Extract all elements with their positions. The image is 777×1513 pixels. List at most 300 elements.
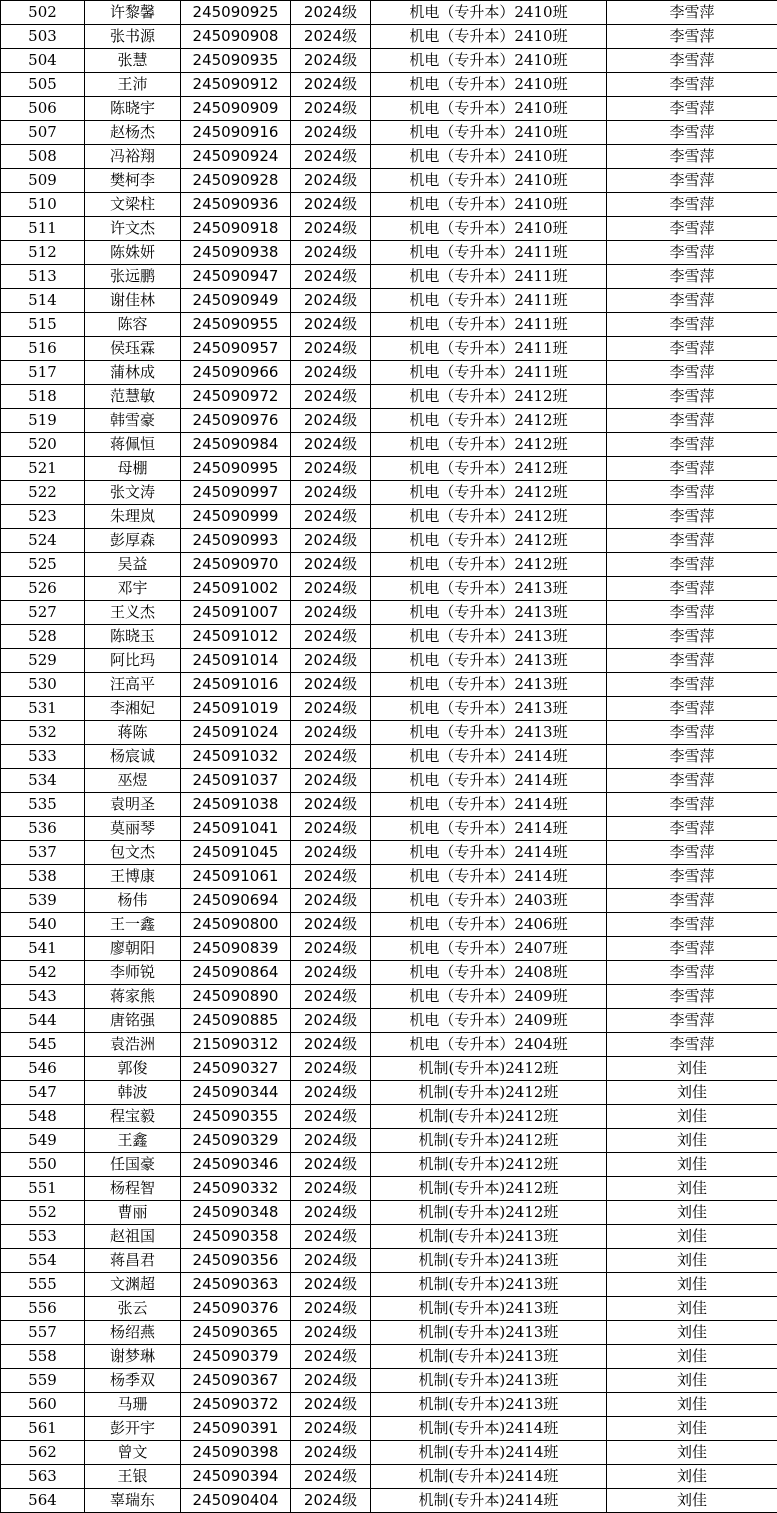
student-name-cell: 彭开宇 — [85, 1417, 181, 1441]
instructor-cell: 李雪萍 — [607, 649, 777, 673]
grade-cell: 2024级 — [291, 1489, 371, 1513]
row-number-cell: 546 — [1, 1057, 85, 1081]
class-cell: 机制(专升本)2413班 — [371, 1273, 607, 1297]
student-name-cell: 包文杰 — [85, 841, 181, 865]
instructor-cell: 刘佳 — [607, 1129, 777, 1153]
student-name-cell: 樊柯李 — [85, 169, 181, 193]
class-cell: 机电（专升本）2411班 — [371, 289, 607, 313]
student-id-cell: 245091016 — [181, 673, 291, 697]
table-row — [1, 1489, 777, 1513]
instructor-cell: 李雪萍 — [607, 793, 777, 817]
grade-cell: 2024级 — [291, 241, 371, 265]
table-row — [1, 433, 777, 457]
student-name-cell: 张文涛 — [85, 481, 181, 505]
instructor-cell: 李雪萍 — [607, 409, 777, 433]
grade-cell: 2024级 — [291, 913, 371, 937]
student-id-cell: 245091037 — [181, 769, 291, 793]
student-name-cell: 张远鹏 — [85, 265, 181, 289]
grade-cell: 2024级 — [291, 553, 371, 577]
grade-cell: 2024级 — [291, 265, 371, 289]
table-row — [1, 553, 777, 577]
class-cell: 机制(专升本)2413班 — [371, 1393, 607, 1417]
student-name-cell: 张慧 — [85, 49, 181, 73]
student-name-cell: 蒋昌君 — [85, 1249, 181, 1273]
student-name-cell: 王博康 — [85, 865, 181, 889]
table-row — [1, 505, 777, 529]
instructor-cell: 刘佳 — [607, 1201, 777, 1225]
grade-cell: 2024级 — [291, 145, 371, 169]
grade-cell: 2024级 — [291, 1201, 371, 1225]
table-row — [1, 265, 777, 289]
row-number-cell: 516 — [1, 337, 85, 361]
row-number-cell: 537 — [1, 841, 85, 865]
student-name-cell: 赵杨杰 — [85, 121, 181, 145]
student-name-cell: 张书源 — [85, 25, 181, 49]
instructor-cell: 刘佳 — [607, 1249, 777, 1273]
student-id-cell: 245090918 — [181, 217, 291, 241]
row-number-cell: 562 — [1, 1441, 85, 1465]
table-row — [1, 1057, 777, 1081]
table-row — [1, 337, 777, 361]
table-row — [1, 1033, 777, 1057]
student-name-cell: 陈晓宇 — [85, 97, 181, 121]
table-row — [1, 697, 777, 721]
student-name-cell: 吴益 — [85, 553, 181, 577]
grade-cell: 2024级 — [291, 1105, 371, 1129]
class-cell: 机制(专升本)2413班 — [371, 1249, 607, 1273]
table-row — [1, 793, 777, 817]
class-cell: 机制(专升本)2412班 — [371, 1081, 607, 1105]
table-row — [1, 625, 777, 649]
instructor-cell: 李雪萍 — [607, 337, 777, 361]
table-row — [1, 577, 777, 601]
student-name-cell: 陈姝妍 — [85, 241, 181, 265]
row-number-cell: 511 — [1, 217, 85, 241]
row-number-cell: 559 — [1, 1369, 85, 1393]
table-row — [1, 385, 777, 409]
grade-cell: 2024级 — [291, 889, 371, 913]
class-cell: 机制(专升本)2413班 — [371, 1369, 607, 1393]
grade-cell: 2024级 — [291, 529, 371, 553]
class-cell: 机电（专升本）2413班 — [371, 673, 607, 697]
row-number-cell: 552 — [1, 1201, 85, 1225]
row-number-cell: 548 — [1, 1105, 85, 1129]
class-cell: 机电（专升本）2414班 — [371, 769, 607, 793]
row-number-cell: 534 — [1, 769, 85, 793]
grade-cell: 2024级 — [291, 577, 371, 601]
class-cell: 机制(专升本)2413班 — [371, 1297, 607, 1321]
table-row — [1, 481, 777, 505]
row-number-cell: 549 — [1, 1129, 85, 1153]
table-row — [1, 1465, 777, 1489]
student-id-cell: 245090864 — [181, 961, 291, 985]
student-name-cell: 韩波 — [85, 1081, 181, 1105]
class-cell: 机电（专升本）2410班 — [371, 97, 607, 121]
class-cell: 机电（专升本）2410班 — [371, 121, 607, 145]
student-id-cell: 215090312 — [181, 1033, 291, 1057]
student-name-cell: 巫煜 — [85, 769, 181, 793]
instructor-cell: 刘佳 — [607, 1297, 777, 1321]
student-id-cell: 245090356 — [181, 1249, 291, 1273]
class-cell: 机电（专升本）2410班 — [371, 145, 607, 169]
table-row — [1, 1393, 777, 1417]
grade-cell: 2024级 — [291, 1393, 371, 1417]
row-number-cell: 522 — [1, 481, 85, 505]
row-number-cell: 563 — [1, 1465, 85, 1489]
table-row — [1, 97, 777, 121]
student-name-cell: 陈容 — [85, 313, 181, 337]
grade-cell: 2024级 — [291, 673, 371, 697]
class-cell: 机制(专升本)2412班 — [371, 1177, 607, 1201]
student-id-cell: 245090949 — [181, 289, 291, 313]
row-number-cell: 555 — [1, 1273, 85, 1297]
class-cell: 机电（专升本）2410班 — [371, 73, 607, 97]
row-number-cell: 508 — [1, 145, 85, 169]
table-row — [1, 25, 777, 49]
grade-cell: 2024级 — [291, 361, 371, 385]
student-name-cell: 文渊超 — [85, 1273, 181, 1297]
student-name-cell: 冯裕翔 — [85, 145, 181, 169]
grade-cell: 2024级 — [291, 193, 371, 217]
grade-cell: 2024级 — [291, 217, 371, 241]
student-id-cell: 245091024 — [181, 721, 291, 745]
student-id-cell: 245091012 — [181, 625, 291, 649]
class-cell: 机电（专升本）2412班 — [371, 481, 607, 505]
instructor-cell: 李雪萍 — [607, 73, 777, 97]
instructor-cell: 刘佳 — [607, 1465, 777, 1489]
student-name-cell: 王义杰 — [85, 601, 181, 625]
class-cell: 机电（专升本）2411班 — [371, 337, 607, 361]
table-row — [1, 1177, 777, 1201]
row-number-cell: 554 — [1, 1249, 85, 1273]
class-cell: 机电（专升本）2414班 — [371, 817, 607, 841]
student-id-cell: 245090348 — [181, 1201, 291, 1225]
student-id-cell: 245090908 — [181, 25, 291, 49]
grade-cell: 2024级 — [291, 1297, 371, 1321]
class-cell: 机电（专升本）2414班 — [371, 793, 607, 817]
row-number-cell: 531 — [1, 697, 85, 721]
class-cell: 机电（专升本）2412班 — [371, 433, 607, 457]
instructor-cell: 刘佳 — [607, 1153, 777, 1177]
table-row — [1, 1105, 777, 1129]
student-name-cell: 母棚 — [85, 457, 181, 481]
row-number-cell: 528 — [1, 625, 85, 649]
student-id-cell: 245090379 — [181, 1345, 291, 1369]
row-number-cell: 506 — [1, 97, 85, 121]
student-id-cell: 245090935 — [181, 49, 291, 73]
student-name-cell: 蒋家熊 — [85, 985, 181, 1009]
student-id-cell: 245090955 — [181, 313, 291, 337]
grade-cell: 2024级 — [291, 1345, 371, 1369]
row-number-cell: 553 — [1, 1225, 85, 1249]
table-row — [1, 73, 777, 97]
student-id-cell: 245090800 — [181, 913, 291, 937]
row-number-cell: 544 — [1, 1009, 85, 1033]
grade-cell: 2024级 — [291, 985, 371, 1009]
student-name-cell: 王沛 — [85, 73, 181, 97]
row-number-cell: 509 — [1, 169, 85, 193]
student-name-cell: 王银 — [85, 1465, 181, 1489]
class-cell: 机电（专升本）2413班 — [371, 721, 607, 745]
instructor-cell: 李雪萍 — [607, 529, 777, 553]
row-number-cell: 515 — [1, 313, 85, 337]
student-name-cell: 辜瑞东 — [85, 1489, 181, 1513]
student-id-cell: 245090391 — [181, 1417, 291, 1441]
student-name-cell: 李师锐 — [85, 961, 181, 985]
table-row — [1, 121, 777, 145]
student-id-cell: 245090365 — [181, 1321, 291, 1345]
instructor-cell: 李雪萍 — [607, 121, 777, 145]
student-name-cell: 朱理岚 — [85, 505, 181, 529]
instructor-cell: 李雪萍 — [607, 985, 777, 1009]
student-name-cell: 邓宇 — [85, 577, 181, 601]
student-name-cell: 郭俊 — [85, 1057, 181, 1081]
table-row — [1, 457, 777, 481]
grade-cell: 2024级 — [291, 865, 371, 889]
student-id-cell: 245090966 — [181, 361, 291, 385]
student-name-cell: 韩雪豪 — [85, 409, 181, 433]
row-number-cell: 560 — [1, 1393, 85, 1417]
class-cell: 机电（专升本）2412班 — [371, 553, 607, 577]
student-id-cell: 245090398 — [181, 1441, 291, 1465]
instructor-cell: 刘佳 — [607, 1345, 777, 1369]
student-id-cell: 245090355 — [181, 1105, 291, 1129]
class-cell: 机电（专升本）2410班 — [371, 25, 607, 49]
row-number-cell: 530 — [1, 673, 85, 697]
student-name-cell: 任国豪 — [85, 1153, 181, 1177]
student-id-cell: 245091019 — [181, 697, 291, 721]
table-row — [1, 865, 777, 889]
instructor-cell: 刘佳 — [607, 1441, 777, 1465]
row-number-cell: 539 — [1, 889, 85, 913]
student-id-cell: 245091038 — [181, 793, 291, 817]
instructor-cell: 李雪萍 — [607, 721, 777, 745]
class-cell: 机电（专升本）2409班 — [371, 985, 607, 1009]
grade-cell: 2024级 — [291, 1129, 371, 1153]
student-name-cell: 廖朝阳 — [85, 937, 181, 961]
student-id-cell: 245090890 — [181, 985, 291, 1009]
grade-cell: 2024级 — [291, 1033, 371, 1057]
class-cell: 机电（专升本）2412班 — [371, 505, 607, 529]
instructor-cell: 李雪萍 — [607, 457, 777, 481]
student-name-cell: 文梁柱 — [85, 193, 181, 217]
row-number-cell: 502 — [1, 1, 85, 25]
class-cell: 机制(专升本)2414班 — [371, 1441, 607, 1465]
row-number-cell: 520 — [1, 433, 85, 457]
class-cell: 机制(专升本)2413班 — [371, 1345, 607, 1369]
table-row — [1, 913, 777, 937]
student-id-cell: 245090694 — [181, 889, 291, 913]
row-number-cell: 533 — [1, 745, 85, 769]
student-id-cell: 245090957 — [181, 337, 291, 361]
instructor-cell: 李雪萍 — [607, 313, 777, 337]
grade-cell: 2024级 — [291, 1273, 371, 1297]
student-name-cell: 杨程智 — [85, 1177, 181, 1201]
table-row — [1, 49, 777, 73]
instructor-cell: 李雪萍 — [607, 265, 777, 289]
instructor-cell: 李雪萍 — [607, 697, 777, 721]
instructor-cell: 李雪萍 — [607, 577, 777, 601]
row-number-cell: 527 — [1, 601, 85, 625]
grade-cell: 2024级 — [291, 1249, 371, 1273]
row-number-cell: 547 — [1, 1081, 85, 1105]
table-row — [1, 841, 777, 865]
student-name-cell: 蒋佩恒 — [85, 433, 181, 457]
class-cell: 机制(专升本)2414班 — [371, 1489, 607, 1513]
class-cell: 机制(专升本)2413班 — [371, 1225, 607, 1249]
class-cell: 机电（专升本）2410班 — [371, 193, 607, 217]
grade-cell: 2024级 — [291, 385, 371, 409]
instructor-cell: 李雪萍 — [607, 961, 777, 985]
table-row — [1, 1225, 777, 1249]
table-row — [1, 1321, 777, 1345]
instructor-cell: 李雪萍 — [607, 625, 777, 649]
student-id-cell: 245090993 — [181, 529, 291, 553]
row-number-cell: 540 — [1, 913, 85, 937]
table-row — [1, 985, 777, 1009]
student-id-cell: 245090928 — [181, 169, 291, 193]
student-id-cell: 245090346 — [181, 1153, 291, 1177]
grade-cell: 2024级 — [291, 1153, 371, 1177]
instructor-cell: 李雪萍 — [607, 913, 777, 937]
student-name-cell: 蒲林成 — [85, 361, 181, 385]
student-id-cell: 245091045 — [181, 841, 291, 865]
grade-cell: 2024级 — [291, 1441, 371, 1465]
row-number-cell: 564 — [1, 1489, 85, 1513]
student-id-cell: 245090394 — [181, 1465, 291, 1489]
class-cell: 机电（专升本）2411班 — [371, 361, 607, 385]
grade-cell: 2024级 — [291, 625, 371, 649]
table-row — [1, 1, 777, 25]
row-number-cell: 510 — [1, 193, 85, 217]
instructor-cell: 李雪萍 — [607, 817, 777, 841]
class-cell: 机电（专升本）2409班 — [371, 1009, 607, 1033]
grade-cell: 2024级 — [291, 1, 371, 25]
student-id-cell: 245090925 — [181, 1, 291, 25]
grade-cell: 2024级 — [291, 25, 371, 49]
row-number-cell: 556 — [1, 1297, 85, 1321]
row-number-cell: 529 — [1, 649, 85, 673]
grade-cell: 2024级 — [291, 817, 371, 841]
class-cell: 机制(专升本)2414班 — [371, 1417, 607, 1441]
table-row — [1, 817, 777, 841]
grade-cell: 2024级 — [291, 745, 371, 769]
table-row — [1, 145, 777, 169]
class-cell: 机电（专升本）2414班 — [371, 865, 607, 889]
row-number-cell: 504 — [1, 49, 85, 73]
instructor-cell: 李雪萍 — [607, 169, 777, 193]
instructor-cell: 李雪萍 — [607, 937, 777, 961]
student-id-cell: 245090997 — [181, 481, 291, 505]
table-row — [1, 313, 777, 337]
row-number-cell: 519 — [1, 409, 85, 433]
row-number-cell: 521 — [1, 457, 85, 481]
table-row — [1, 961, 777, 985]
student-id-cell: 245090332 — [181, 1177, 291, 1201]
row-number-cell: 550 — [1, 1153, 85, 1177]
row-number-cell: 518 — [1, 385, 85, 409]
row-number-cell: 517 — [1, 361, 85, 385]
row-number-cell: 543 — [1, 985, 85, 1009]
student-id-cell: 245091002 — [181, 577, 291, 601]
class-cell: 机电（专升本）2408班 — [371, 961, 607, 985]
grade-cell: 2024级 — [291, 1369, 371, 1393]
row-number-cell: 512 — [1, 241, 85, 265]
student-id-cell: 245090404 — [181, 1489, 291, 1513]
table-row — [1, 649, 777, 673]
class-cell: 机电（专升本）2412班 — [371, 385, 607, 409]
row-number-cell: 551 — [1, 1177, 85, 1201]
table-row — [1, 1273, 777, 1297]
student-id-cell: 245091061 — [181, 865, 291, 889]
table-row — [1, 1369, 777, 1393]
table-row — [1, 289, 777, 313]
student-id-cell: 245090344 — [181, 1081, 291, 1105]
grade-cell: 2024级 — [291, 1009, 371, 1033]
grade-cell: 2024级 — [291, 1177, 371, 1201]
table-row — [1, 1153, 777, 1177]
table-row — [1, 1417, 777, 1441]
instructor-cell: 刘佳 — [607, 1105, 777, 1129]
grade-cell: 2024级 — [291, 1321, 371, 1345]
row-number-cell: 513 — [1, 265, 85, 289]
instructor-cell: 李雪萍 — [607, 553, 777, 577]
grade-cell: 2024级 — [291, 793, 371, 817]
grade-cell: 2024级 — [291, 1465, 371, 1489]
instructor-cell: 李雪萍 — [607, 385, 777, 409]
student-id-cell: 245090372 — [181, 1393, 291, 1417]
student-name-cell: 许文杰 — [85, 217, 181, 241]
student-name-cell: 蒋陈 — [85, 721, 181, 745]
student-name-cell: 杨宸诚 — [85, 745, 181, 769]
instructor-cell: 刘佳 — [607, 1489, 777, 1513]
table-row — [1, 673, 777, 697]
grade-cell: 2024级 — [291, 1225, 371, 1249]
row-number-cell: 561 — [1, 1417, 85, 1441]
grade-cell: 2024级 — [291, 481, 371, 505]
student-id-cell: 245090995 — [181, 457, 291, 481]
class-cell: 机电（专升本）2412班 — [371, 529, 607, 553]
student-id-cell: 245090916 — [181, 121, 291, 145]
instructor-cell: 刘佳 — [607, 1057, 777, 1081]
student-id-cell: 245090363 — [181, 1273, 291, 1297]
student-id-cell: 245090329 — [181, 1129, 291, 1153]
instructor-cell: 刘佳 — [607, 1321, 777, 1345]
class-cell: 机电（专升本）2407班 — [371, 937, 607, 961]
instructor-cell: 李雪萍 — [607, 145, 777, 169]
student-name-cell: 赵祖国 — [85, 1225, 181, 1249]
student-name-cell: 李湘妃 — [85, 697, 181, 721]
student-name-cell: 杨绍燕 — [85, 1321, 181, 1345]
student-id-cell: 245090938 — [181, 241, 291, 265]
instructor-cell: 李雪萍 — [607, 1009, 777, 1033]
table-row — [1, 1249, 777, 1273]
row-number-cell: 557 — [1, 1321, 85, 1345]
class-cell: 机制(专升本)2412班 — [371, 1201, 607, 1225]
instructor-cell: 李雪萍 — [607, 433, 777, 457]
instructor-cell: 李雪萍 — [607, 505, 777, 529]
grade-cell: 2024级 — [291, 97, 371, 121]
grade-cell: 2024级 — [291, 457, 371, 481]
class-cell: 机电（专升本）2413班 — [371, 697, 607, 721]
table-row — [1, 1345, 777, 1369]
student-name-cell: 曹丽 — [85, 1201, 181, 1225]
instructor-cell: 李雪萍 — [607, 289, 777, 313]
table-row — [1, 1201, 777, 1225]
row-number-cell: 536 — [1, 817, 85, 841]
instructor-cell: 李雪萍 — [607, 193, 777, 217]
instructor-cell: 李雪萍 — [607, 241, 777, 265]
